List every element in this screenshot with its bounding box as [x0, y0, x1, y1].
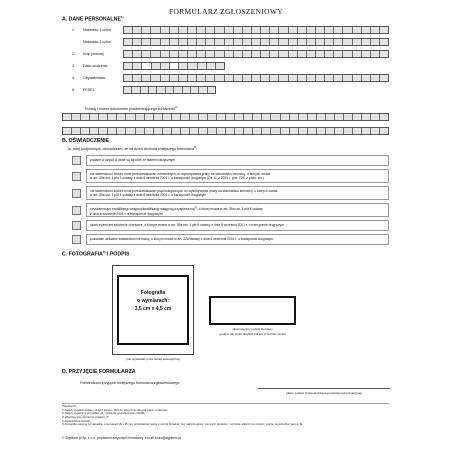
statement-checkbox[interactable] [72, 206, 81, 215]
statement-text [86, 234, 389, 245]
comb-cell [124, 75, 133, 81]
comb-cell [290, 114, 299, 120]
comb-cell [225, 39, 234, 45]
comb-cell [170, 51, 179, 57]
comb-cell [244, 128, 253, 134]
comb-cell [126, 128, 135, 134]
comb-cell [216, 63, 224, 69]
comb-cell [226, 114, 235, 120]
comb-cell [215, 75, 224, 81]
comb-cell [279, 75, 288, 81]
statement-text [86, 186, 389, 200]
comb-cell [90, 128, 99, 134]
statement-line [90, 176, 385, 181]
comb-cell [371, 51, 380, 57]
comb-cell [307, 39, 316, 45]
comb-cell [225, 75, 234, 81]
comb-cell [298, 39, 307, 45]
comb-cell [307, 27, 316, 33]
comb-cell [188, 75, 197, 81]
acceptance-signature-line[interactable] [258, 388, 390, 389]
comb-cell [334, 51, 343, 57]
publisher-footer: © Signform.pl Sp. z o.o., producent aktywnych formularzy, e-mail: biuro@signform.pl [62, 436, 182, 440]
comb-cell [163, 114, 172, 120]
comb-cell [179, 51, 188, 57]
comb-cell [124, 51, 133, 57]
comb-cell [172, 128, 181, 134]
comb-cell [179, 39, 188, 45]
comb-cell [133, 39, 142, 45]
field-number: 3. [72, 64, 75, 68]
comb-cell [243, 27, 252, 33]
comb-cell [133, 75, 142, 81]
comb-cell [252, 51, 261, 57]
comb-cell [190, 128, 199, 134]
comb-cell [207, 63, 216, 69]
comb-cell [63, 114, 72, 120]
comb-cell [154, 128, 163, 134]
comb-cell [183, 87, 191, 93]
comb-cell [253, 114, 262, 120]
comb-cell [172, 114, 181, 120]
footnotes-heading: Objaśnienia: [62, 405, 77, 408]
comb-cell [133, 63, 142, 69]
comb-cell [161, 39, 170, 45]
comb-cell [344, 128, 353, 134]
statement-checkbox[interactable] [72, 156, 81, 165]
comb-cell [343, 27, 352, 33]
field-input[interactable] [123, 38, 389, 46]
comb-cell [117, 114, 126, 120]
comb-cell [149, 87, 157, 93]
comb-cell [317, 114, 326, 120]
comb-cell [299, 114, 308, 120]
comb-cell [235, 114, 244, 120]
field-number: 2. [72, 52, 75, 56]
footnote-3: 3) Właściwe pole zaznaczyć znakiem „X”. [62, 415, 110, 419]
comb-cell [289, 27, 298, 33]
comb-cell [234, 75, 243, 81]
comb-cell [151, 27, 160, 33]
comb-cell [124, 63, 133, 69]
comb-cell [199, 114, 208, 120]
comb-cell [298, 75, 307, 81]
statement-line-text: nie stwierdzono wobec mnie przeciwwskazań psychologicznych do wykonywania pracy na stanowisku kierowcy, o których mowa [90, 188, 278, 193]
comb-cell [188, 63, 197, 69]
field-input[interactable] [123, 26, 389, 34]
comb-cell [261, 51, 270, 57]
comb-cell [234, 27, 243, 33]
comb-cell [217, 128, 226, 134]
comb-cell [72, 128, 81, 134]
statement-line [90, 158, 385, 163]
comb-cell [335, 128, 344, 134]
comb-cell [225, 27, 234, 33]
comb-cell [353, 39, 362, 45]
field-input[interactable] [123, 50, 389, 58]
comb-cell [179, 63, 188, 69]
photo-label-1: Fotografia [140, 290, 166, 296]
statement-line-text: w art. 39a ust. 1 pkt 3 ustawy z dnia 6 września 2001 r. o transporcie drogowym (Dz. U. z 2024 r. poz. 728, z późn. zm.) [90, 176, 265, 181]
comb-cell [126, 114, 135, 120]
comb-cell [206, 39, 215, 45]
comb-cell [307, 75, 316, 81]
comb-cell [217, 114, 226, 120]
signature-caption-note: (podpis nie może dotykać pól ani przecinać ramki) [219, 332, 286, 336]
comb-cell [179, 27, 188, 33]
comb-cell [99, 128, 108, 134]
comb-cell [371, 27, 380, 33]
statement-checkbox[interactable] [72, 189, 81, 198]
comb-cell [261, 39, 270, 45]
comb-cell [343, 51, 352, 57]
comb-cell [334, 27, 343, 33]
field-label: Data urodzenia [83, 64, 108, 68]
comb-cell [298, 27, 307, 33]
comb-cell [188, 27, 197, 33]
field-label: Obywatelstwo [83, 76, 106, 80]
comb-cell [151, 51, 160, 57]
comb-cell [308, 128, 317, 134]
comb-cell [90, 114, 99, 120]
comb-cell [234, 39, 243, 45]
field-label: Nazwisko 2 człon [83, 40, 111, 44]
comb-cell [208, 114, 217, 120]
statement-line-text: w art. 39a ust. 1 pkt 4 ustawy z dnia 6 września 2001 r. o transporcie drogowym [90, 193, 207, 198]
footnote-2: 2) Należy wypełnić w przypadku, gdy osoba nie posiada numeru PESEL. [62, 412, 146, 416]
comb-cell [63, 128, 72, 134]
comb-cell [353, 51, 362, 57]
statement-line [90, 223, 385, 228]
comb-cell [353, 75, 362, 81]
comb-cell [170, 39, 179, 45]
comb-cell [161, 27, 170, 33]
comb-cell [215, 39, 224, 45]
comb-cell [279, 39, 288, 45]
comb-cell [161, 51, 170, 57]
comb-cell [145, 114, 154, 120]
footnote-divider [62, 403, 389, 404]
comb-cell [243, 51, 252, 57]
comb-cell [142, 27, 151, 33]
comb-cell [252, 39, 261, 45]
field-number: 5. [72, 88, 75, 92]
comb-cell [198, 63, 207, 69]
comb-cell [243, 39, 252, 45]
statement-line-text: uzyskałem/am kwalifikację wstępną/kwalifikację wstępną przyspieszoną [90, 206, 195, 211]
statement-footnote-ref: 4) [194, 205, 197, 209]
comb-cell [371, 114, 380, 120]
statement-text [86, 220, 389, 231]
comb-cell [206, 51, 215, 57]
comb-cell [174, 87, 182, 93]
comb-cell [253, 128, 262, 134]
field-number: 1. [72, 28, 75, 32]
acceptance-signature-caption: (data i podpis przewodniczącego komisji egzaminacyjnej) [285, 391, 363, 395]
comb-cell [262, 128, 271, 134]
comb-cell [151, 75, 160, 81]
field-label: Nazwisko 1 człon [83, 28, 111, 32]
comb-cell [142, 75, 151, 81]
comb-cell [197, 51, 206, 57]
id-document-input-row-1[interactable] [62, 113, 389, 121]
comb-cell [362, 27, 371, 33]
comb-cell [132, 87, 140, 93]
comb-cell [234, 51, 243, 57]
comb-cell [188, 39, 197, 45]
statement-line [90, 237, 385, 242]
comb-cell [326, 114, 335, 120]
comb-cell [72, 114, 81, 120]
statement-checkbox[interactable] [72, 221, 81, 230]
comb-cell [343, 75, 352, 81]
comb-cell [262, 114, 271, 120]
comb-cell [136, 128, 145, 134]
comb-cell [124, 27, 133, 33]
comb-cell [197, 75, 206, 81]
comb-cell [279, 51, 288, 57]
comb-cell [325, 27, 334, 33]
comb-cell [199, 87, 207, 93]
comb-cell [353, 128, 362, 134]
comb-cell [261, 75, 270, 81]
statement-text [86, 203, 389, 217]
comb-cell [334, 39, 343, 45]
comb-cell [380, 75, 388, 81]
section-d-heading: D. PRZYJĘCIE FORMULARZA [62, 369, 136, 375]
form-title: FORMULARZ ZGŁOSZENIOWY [169, 7, 283, 16]
comb-cell [166, 87, 174, 93]
field-input[interactable] [123, 62, 225, 70]
comb-cell [197, 27, 206, 33]
comb-cell [380, 39, 388, 45]
comb-cell [197, 39, 206, 45]
comb-cell [270, 51, 279, 57]
comb-cell [151, 39, 160, 45]
comb-cell [362, 114, 371, 120]
statement-line [90, 212, 385, 217]
comb-cell [325, 75, 334, 81]
comb-cell [170, 75, 179, 81]
comb-cell [215, 51, 224, 57]
comb-cell [270, 75, 279, 81]
comb-cell [136, 114, 145, 120]
comb-cell [225, 51, 234, 57]
field-number: 4. [72, 76, 75, 80]
comb-cell [190, 114, 199, 120]
comb-cell [235, 128, 244, 134]
comb-cell [270, 39, 279, 45]
declaration-intro: Ja, niżej podpisany/a, oświadczam, że na dzień złożenia niniejszego formularza$^{3)}$: [67, 146, 198, 152]
comb-cell [380, 114, 388, 120]
comb-cell [325, 51, 334, 57]
statement-line-text: podane w części A dane są zgodne ze stanem faktycznym [90, 157, 176, 162]
comb-cell [161, 63, 170, 69]
statement-text [86, 155, 389, 166]
signature-box[interactable] [209, 296, 296, 325]
id-document-input-row-2[interactable] [62, 127, 389, 135]
comb-cell [281, 128, 290, 134]
comb-cell [124, 87, 132, 93]
comb-cell [308, 114, 317, 120]
field-label: Imię (imiona) [83, 52, 104, 56]
comb-cell [81, 114, 90, 120]
comb-cell [181, 128, 190, 134]
comb-cell [326, 128, 335, 134]
comb-cell [252, 75, 261, 81]
comb-cell [316, 27, 325, 33]
comb-cell [334, 75, 343, 81]
comb-cell [371, 128, 380, 134]
section-a-heading: A. DANE PERSONALNE$^{1)}$ [62, 15, 124, 23]
comb-cell [343, 39, 352, 45]
footnote-5: 5) Fotografia powinna być aktualna, o wymiarach 35 x 45 mm, przedstawiać osobę w pozycji frontalnej, bez nakrycia głowy i ciemnych okularów, z wyraźnie widocznymi oczami i twarzą, na jednolitym jasnym tle. [62, 423, 304, 427]
statement-line-text: ukończyłem/am szkolenie okresowe, o którym mowa w art. 39a ust. 1 pkt 6 ustawy z dnia 6 września 2001 r. o transporcie drogowym [90, 222, 284, 227]
comb-cell [142, 51, 151, 57]
comb-cell [316, 51, 325, 57]
acceptance-text: Potwierdzam przyjęcie niniejszego formularza zgłoszeniowego [80, 381, 180, 385]
comb-cell [141, 87, 149, 93]
comb-cell [325, 39, 334, 45]
comb-cell [299, 128, 308, 134]
statement-line-text: z dnia 6 września 2001 r. o transporcie drogowym [90, 211, 163, 216]
comb-cell [380, 27, 388, 33]
comb-cell [380, 51, 388, 57]
comb-cell [307, 51, 316, 57]
comb-cell [316, 39, 325, 45]
comb-cell [108, 114, 117, 120]
footnote-1: 1) Należy wypełnić drukiem, dużymi literami. Rubryki, których nie dotyczą należy przekreślić. [62, 408, 169, 412]
comb-cell [208, 87, 215, 93]
comb-cell [215, 27, 224, 33]
comb-cell [133, 51, 142, 57]
comb-cell [133, 27, 142, 33]
comb-cell [281, 114, 290, 120]
statement-line-tail: , o której mowa w art. 39a ust. 1 pkt 5 ustawy [196, 206, 263, 211]
comb-cell [289, 51, 298, 57]
comb-cell [279, 27, 288, 33]
comb-cell [344, 114, 353, 120]
statement-line-text: nie stwierdzono wobec mnie przeciwwskazań zdrowotnych do wykonywania pracy na stanowisku kierowcy, o których mowa [90, 171, 271, 176]
field-label: PESEL [83, 88, 95, 92]
comb-cell [335, 114, 344, 120]
comb-cell [289, 75, 298, 81]
comb-cell [371, 39, 380, 45]
comb-cell [362, 51, 371, 57]
comb-cell [117, 128, 126, 134]
comb-cell [261, 27, 270, 33]
comb-cell [163, 128, 172, 134]
comb-cell [206, 27, 215, 33]
comb-cell [199, 128, 208, 134]
comb-cell [244, 114, 253, 120]
comb-cell [154, 114, 163, 120]
comb-cell [142, 63, 151, 69]
comb-cell [371, 75, 380, 81]
comb-cell [170, 63, 179, 69]
id-document-label: Rodzaj i numer dokumentu potwierdzającego tożsamość$^{2)}$ [85, 106, 178, 112]
comb-cell [99, 114, 108, 120]
statement-checkbox[interactable] [72, 172, 81, 181]
comb-cell [290, 128, 299, 134]
comb-cell [317, 128, 326, 134]
comb-cell [124, 39, 133, 45]
comb-cell [243, 75, 252, 81]
statement-checkbox[interactable] [72, 235, 81, 244]
statement-line [90, 193, 385, 198]
photo-label-2: o wymiarach: [137, 298, 169, 304]
comb-cell [81, 128, 90, 134]
comb-cell [170, 27, 179, 33]
comb-cell [271, 114, 280, 120]
comb-cell [179, 75, 188, 81]
section-c-heading: C. FOTOGRAFIA$^{5)}$ I PODPIS [62, 250, 130, 258]
comb-cell [298, 51, 307, 57]
comb-cell [157, 87, 165, 93]
field-input[interactable] [123, 86, 216, 94]
comb-cell [362, 39, 371, 45]
comb-cell [152, 63, 161, 69]
photo-caption: (nie wystawiać poza ramkę wewnętrzną) [126, 357, 180, 361]
comb-cell [145, 128, 154, 134]
comb-cell [226, 128, 235, 134]
statement-line-text: posiadam aktualne świadectwo kierowcy, o którym mowa w art. 32a ustawy z dnia 6 września 2001 r. o transporcie drogowym [90, 236, 274, 241]
footnote-4: 4) Niepotrzebne skreślić. [62, 419, 91, 423]
field-input[interactable] [123, 74, 389, 82]
comb-cell [271, 128, 280, 134]
comb-cell [353, 114, 362, 120]
section-b-heading: B. OŚWIADCZENIE [62, 138, 109, 144]
signature-caption: własnoręczny podpis kierowcy [232, 327, 273, 331]
comb-cell [206, 75, 215, 81]
comb-cell [191, 87, 199, 93]
comb-cell [316, 75, 325, 81]
comb-cell [289, 39, 298, 45]
photo-label-3: 3,5 cm x 4,5 cm [134, 306, 172, 312]
comb-cell [362, 75, 371, 81]
comb-cell [362, 128, 371, 134]
footnotes [62, 405, 392, 427]
comb-cell [353, 27, 362, 33]
comb-cell [142, 39, 151, 45]
comb-cell [252, 27, 261, 33]
comb-cell [161, 75, 170, 81]
comb-cell [208, 128, 217, 134]
comb-cell [188, 51, 197, 57]
comb-cell [108, 128, 117, 134]
photo-box[interactable] [117, 275, 189, 345]
comb-cell [181, 114, 190, 120]
comb-cell [380, 128, 388, 134]
comb-cell [270, 27, 279, 33]
statement-text [86, 169, 389, 183]
